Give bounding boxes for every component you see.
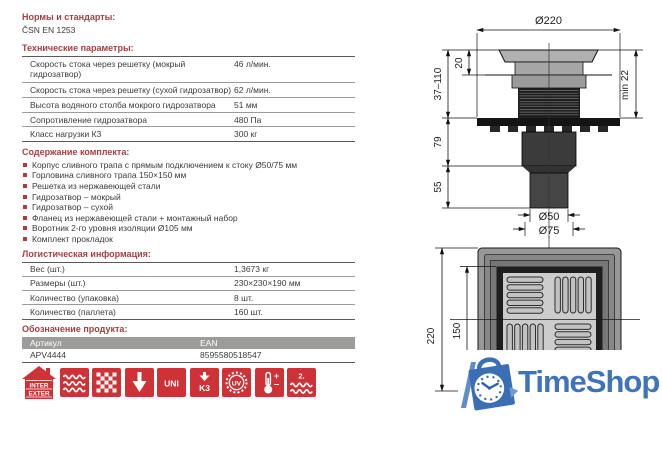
table-row: Вес (шт.) 1,3673 кг — [22, 263, 355, 277]
table-row: Размеры (шт.) 230×230×190 мм — [22, 277, 355, 291]
column-header-ean: EAN — [200, 337, 218, 348]
bullet-square-icon — [23, 226, 27, 230]
list-item: Решетка из нержавеющей стали — [22, 181, 355, 192]
table-row: Скорость стока через решетку (сухой гидрозатвор) 62 л/мин. — [22, 83, 355, 98]
dim-label: 20 — [454, 57, 465, 69]
bullet-square-icon — [23, 173, 27, 177]
dim-label: 55 — [433, 181, 444, 193]
bullet-square-icon — [23, 163, 27, 167]
product-code-title: Обозначение продукта: — [22, 323, 128, 334]
temperature-range-icon — [255, 368, 284, 397]
tech-params-table — [22, 56, 355, 142]
timeshop-clock-bag-icon — [458, 350, 518, 414]
svg-text:+: + — [273, 370, 279, 381]
table-row: Класс нагрузки К3 300 кг — [22, 127, 355, 141]
kit-contents-list — [22, 160, 355, 245]
dim-label: Ø50 — [538, 211, 560, 223]
uv-resistant-icon — [222, 368, 251, 397]
ean-value: 8595580518547 — [200, 350, 262, 361]
dim-label: 220 — [426, 327, 437, 345]
timeshop-logo-text: TimeShop — [518, 364, 660, 399]
second-level-waterproofing-icon — [287, 368, 316, 397]
table-row: Сопротивление гидрозатвора 480 Па — [22, 113, 355, 127]
norms-title: Нормы и стандарты: — [22, 12, 116, 22]
list-item: Комплект прокладок — [22, 234, 355, 245]
svg-text:UV: UV — [231, 380, 242, 388]
table-header-row — [22, 337, 355, 349]
table-row: Количество (упаковка) 8 шт. — [22, 291, 355, 305]
flange-section — [477, 118, 620, 126]
bullet-square-icon — [23, 237, 27, 241]
table-row: Количество (паллета) 160 шт. — [22, 305, 355, 319]
table-row — [22, 349, 355, 362]
tech-params-title: Технические параметры: — [22, 43, 134, 53]
grate-frame-section — [499, 50, 598, 62]
tile-grid-icon — [92, 368, 121, 397]
list-item: Горловина сливного трапа 150×150 мм — [22, 170, 355, 181]
dim-label: min 22 — [620, 69, 631, 101]
pictogram-row — [22, 368, 355, 399]
svg-text:UNI: UNI — [164, 378, 179, 389]
list-item: Корпус сливного трапа с прямым подключением к стоку Ø50/75 мм — [22, 160, 355, 171]
uni-icon — [157, 368, 186, 397]
dim-label: 150 — [452, 322, 463, 340]
svg-text:−: − — [273, 379, 279, 390]
article-value: APV4444 — [30, 350, 66, 361]
vertical-outlet-arrow-icon — [125, 368, 154, 397]
table-row: Скорость стока через решетку (мокрый гидрозатвор) 46 л/мин. — [22, 57, 355, 83]
norms-standard: ČSN EN 1253 — [22, 25, 76, 35]
product-code-table — [22, 337, 355, 363]
bullet-square-icon — [23, 216, 27, 220]
kit-contents-title: Содержание комплекта: — [22, 146, 130, 157]
list-item: Гидрозатвор – мокрый — [22, 192, 355, 203]
spec-column — [22, 12, 355, 399]
dim-label: Ø75 — [538, 225, 560, 237]
list-item: Гидрозатвор – сухой — [22, 202, 355, 213]
svg-text:K3: K3 — [198, 382, 210, 393]
list-item: Воротник 2-го уровня изоляции Ø105 мм — [22, 223, 355, 234]
svg-text:INTER: INTER — [29, 382, 49, 390]
dim-label: 79 — [433, 136, 444, 148]
grate-slots — [555, 277, 591, 313]
column-header-article: Артикул — [30, 337, 62, 348]
load-class-k3-icon — [190, 368, 219, 397]
bullet-square-icon — [23, 205, 27, 209]
bullet-square-icon — [23, 184, 27, 188]
list-item: Фланец из нержавеющей стали + монтажный набор — [22, 213, 355, 224]
svg-text:2.: 2. — [298, 371, 305, 381]
table-row: Высота водяного столба мокрого гидрозатвора 51 мм — [22, 98, 355, 113]
wet-trap-waves-icon — [60, 368, 89, 397]
drain-side-view-drawing — [398, 5, 660, 238]
bullet-square-icon — [23, 195, 27, 199]
grate-slots — [507, 277, 543, 313]
dim-label: Ø220 — [535, 15, 562, 27]
logistics-table — [22, 262, 355, 320]
svg-text:EXTER: EXTER — [28, 390, 50, 398]
timeshop-logo — [458, 350, 662, 414]
inter-exter-house-icon — [22, 366, 56, 399]
logistics-title: Логистическая информация: — [22, 248, 151, 259]
dim-label: 37–110 — [433, 67, 444, 101]
